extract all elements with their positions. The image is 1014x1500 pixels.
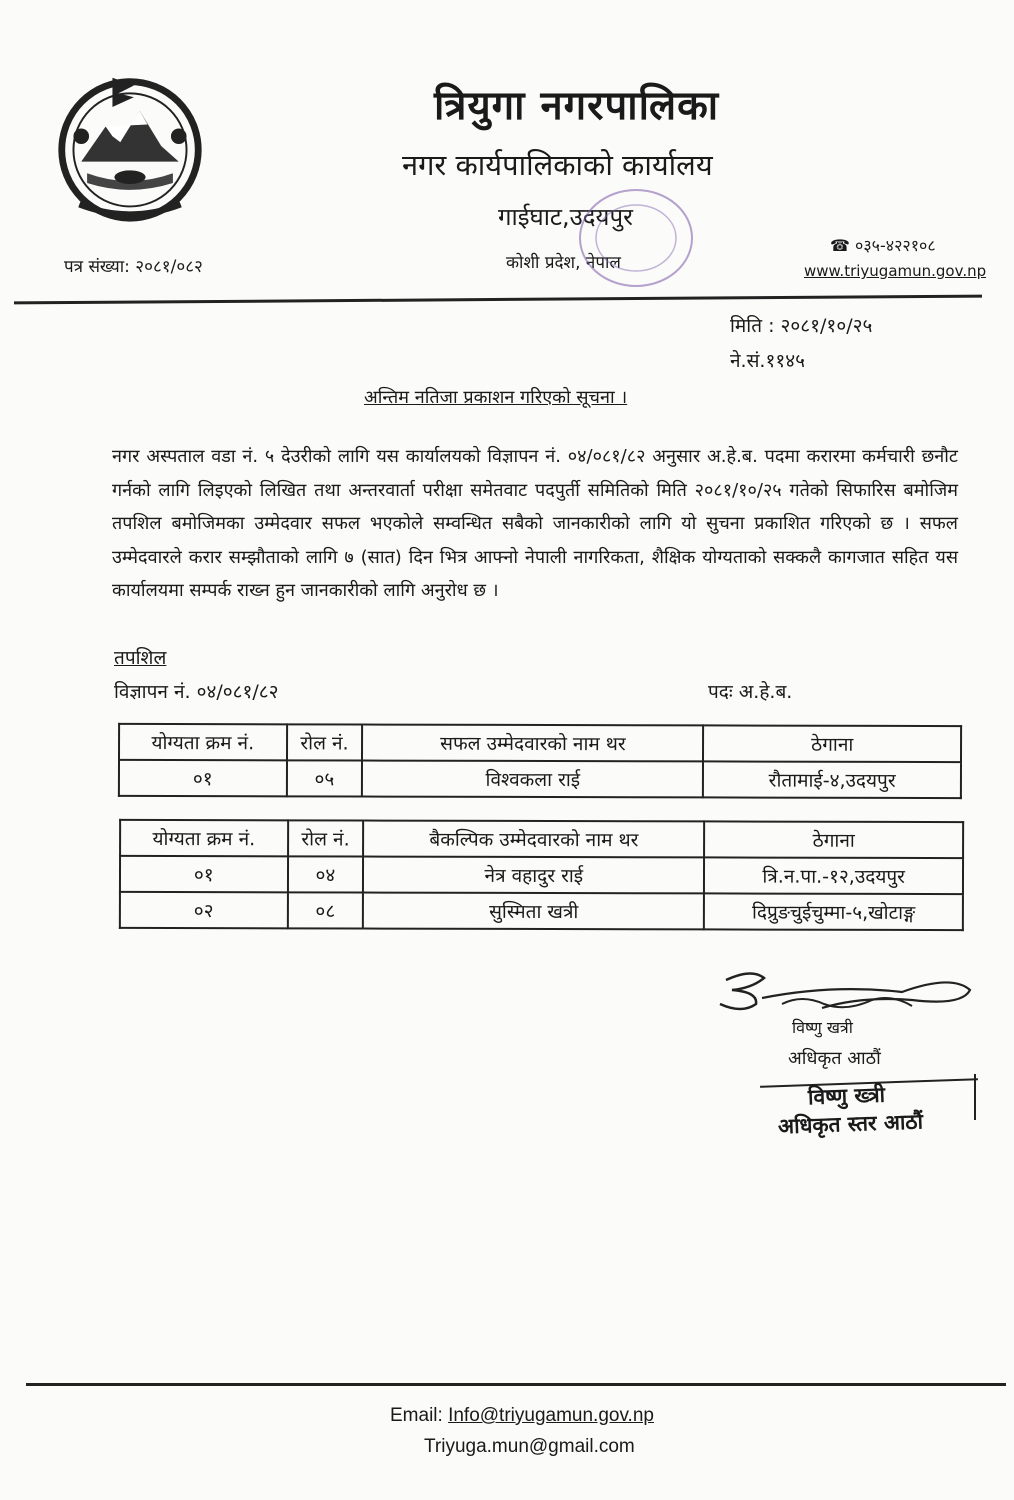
header-divider bbox=[14, 295, 982, 305]
footer-divider bbox=[26, 1383, 1006, 1386]
website-link[interactable]: www.triyugamun.gov.np bbox=[804, 262, 987, 280]
footer-gmail[interactable]: Triyuga.mun@gmail.com bbox=[424, 1436, 635, 1457]
stamp-side-border bbox=[974, 1074, 976, 1120]
table-cell: दिप्रुङचुईचुम्मा-५,खोटाङ्ग bbox=[704, 893, 963, 930]
column-header: बैकल्पिक उम्मेदवारको नाम थर bbox=[363, 821, 704, 858]
column-header: सफल उम्मेदवारको नाम थर bbox=[362, 725, 703, 762]
signatory-name: विष्णु खत्री bbox=[792, 1018, 853, 1037]
table-cell: ०५ bbox=[286, 760, 362, 796]
post-name: पदः अ.हे.ब. bbox=[708, 681, 793, 703]
table-row bbox=[119, 760, 961, 798]
municipality-name: त्रियुगा नगरपालिका bbox=[434, 83, 720, 129]
column-header: योग्यता क्रम नं. bbox=[120, 820, 288, 856]
details-heading: तपशिल bbox=[114, 647, 167, 669]
table-row bbox=[120, 892, 963, 930]
table-cell: ०१ bbox=[119, 760, 287, 796]
nepal-sambat-date: ने.सं.११४५ bbox=[730, 350, 805, 372]
office-name: नगर कार्यपालिकाको कार्यालय bbox=[402, 148, 713, 182]
signatory-title: अधिकृत आठौं bbox=[788, 1048, 881, 1069]
letter-reference-number: पत्र संख्या: २०८१/०८२ bbox=[64, 257, 203, 277]
table-cell: रौतामाई-४,उदयपुर bbox=[703, 761, 961, 798]
table-cell: ०२ bbox=[120, 892, 288, 928]
government-emblem bbox=[52, 68, 208, 224]
letter-date: मिति : २०८१/१०/२५ bbox=[730, 315, 873, 337]
successful-candidates-table bbox=[118, 723, 962, 799]
column-header: ठेगाना bbox=[704, 821, 963, 858]
office-province: कोशी प्रदेश, नेपाल bbox=[506, 253, 621, 273]
name-stamp: विष्णु ख्त्री bbox=[807, 1082, 886, 1110]
table-row bbox=[120, 856, 963, 894]
phone-number: ☎ ०३५-४२२१०८ bbox=[830, 236, 936, 255]
column-header: रोल नं. bbox=[288, 820, 364, 856]
table-cell: ०४ bbox=[287, 856, 363, 892]
office-round-stamp bbox=[576, 186, 696, 290]
email-label: Email: bbox=[390, 1405, 443, 1426]
table-cell: सुस्मिता खत्री bbox=[363, 893, 704, 930]
table-cell: ०१ bbox=[120, 856, 288, 892]
table-cell: विश्वकला राई bbox=[362, 761, 703, 798]
notice-subject: अन्तिम नतिजा प्रकाशन गरिएको सूचना । bbox=[364, 387, 628, 408]
table-cell: ०८ bbox=[287, 892, 363, 928]
designation-stamp: अधिकृत स्तर आठौं bbox=[777, 1109, 924, 1139]
office-location: गाईघाट,उदयपुर bbox=[498, 203, 633, 231]
alternate-candidates-table bbox=[119, 819, 964, 931]
notice-body: नगर अस्पताल वडा नं. ५ देउरीको लागि यस कार्यालयको विज्ञापन नं. ०४/०८१/८२ अनुसार अ.हे.ब. पदमा करारमा कर्मचारी छनौट गर्नको लागि लिइएको लिखित तथा अन्तरवार्ता परीक्षा समेतवाट पदपुर्ती समितिको मिति २०८१/१०/२५ गतेको सिफारिस बमोजिम तपशिल बमोजिमका उम्मेदवार सफल भएकोले सम्वन्धित सबैको जानकारीको लागि यो सुचना प्रकाशित गरिएको छ । सफल उम्मेदवारले करार सम्झौताको लागि ७ (सात) दिन भित्र आफ्नो नेपाली नागरिकता, शैक्षिक योग्यताको सक्कलै कागजात सहित यस कार्यालयमा सम्पर्क राख्न हुन जानकारीको लागि अनुरोध छ । bbox=[112, 446, 958, 601]
table-header-row bbox=[119, 724, 961, 762]
table-cell: नेत्र वहादुर राई bbox=[363, 857, 704, 894]
column-header: योग्यता क्रम नं. bbox=[119, 724, 287, 760]
column-header: रोल नं. bbox=[287, 724, 363, 760]
table-header-row bbox=[120, 820, 963, 858]
email-link[interactable]: Info@triyugamun.gov.np bbox=[448, 1405, 654, 1426]
table-cell: त्रि.न.पा.-१२,उदयपुर bbox=[704, 857, 963, 894]
column-header: ठेगाना bbox=[703, 725, 961, 762]
advertisement-number: विज्ञापन नं. ०४/०८१/८२ bbox=[114, 681, 279, 703]
footer-email bbox=[390, 1405, 654, 1427]
